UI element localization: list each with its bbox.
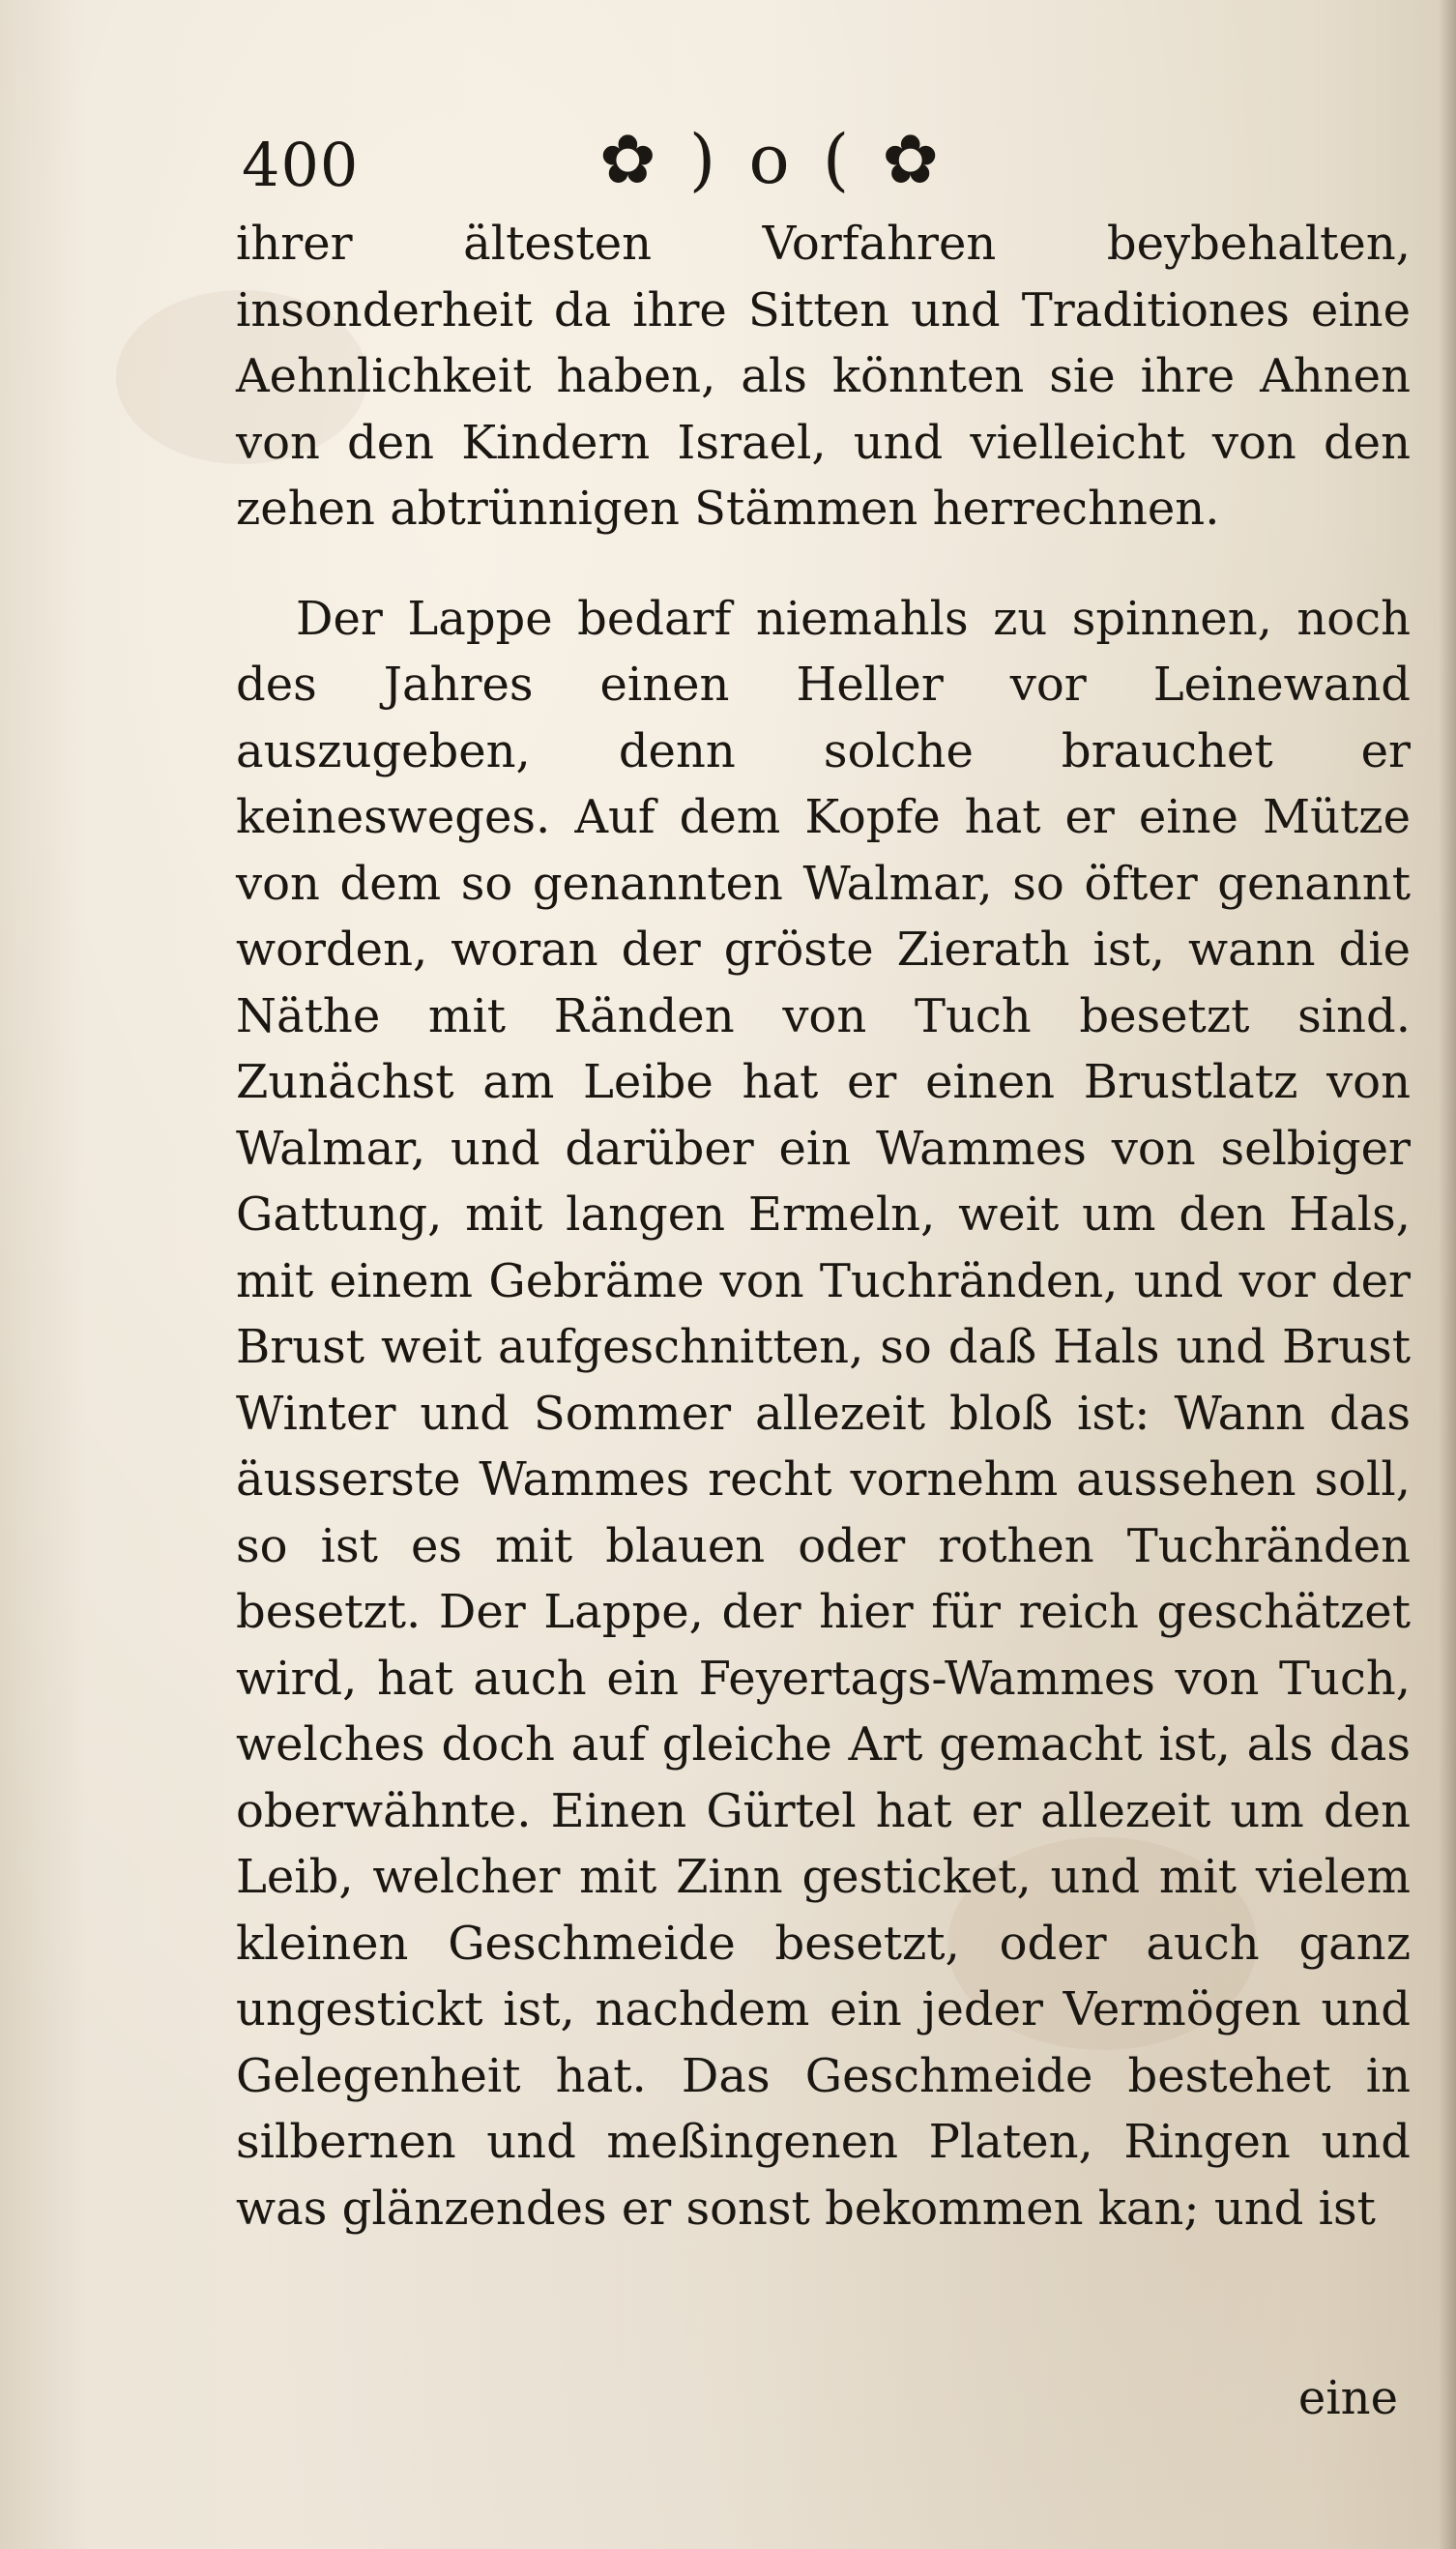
body-text bbox=[236, 211, 1411, 2241]
paragraph-2: Der Lappe bedarf niemahls zu spinnen, noch des Jahres einen Heller vor Leinewand auszugeben, denn solche brauchet er keinesweges. Auf dem Kopfe hat er eine Mütze von dem so genannten Walmar, so öfter genannt worden, woran der gröste Zierath ist, wann die Näthe mit Ränden von Tuch besetzt sind. Zunächst am Leibe hat er einen Brustlatz von Walmar, und darüber ein Wammes von selbiger Gattung, mit langen Ermeln, weit um den Hals, mit einem Gebräme von Tuchränden, und vor der Brust weit aufgeschnitten, so daß Hals und Brust Winter und Sommer allezeit bloß ist: Wann das äusserste Wammes recht vornehm aussehen soll, so ist es mit blauen oder rothen Tuchränden besetzt. Der Lappe, der hier für reich geschätzet wird, hat auch ein Feyertags-Wammes von Tuch, welches doch auf gleiche Art gemacht ist, als das oberwähnte. Einen Gürtel hat er allezeit um den Leib, welcher mit Zinn gesticket, und mit vielem kleinen Geschmeide besetzt, oder auch ganz ungestickt ist, nachdem ein jeder Vermögen und Gelegenheit hat. Das Geschmeide bestehet in silbernen und meßingenen Platen, Ringen und was glänzendes er sonst bekommen kan; und ist bbox=[236, 591, 1411, 2236]
header-ornament: ✿ ) o ( ✿ bbox=[599, 120, 946, 199]
page-number: 400 bbox=[242, 130, 360, 200]
paragraph-1: ihrer ältesten Vorfahren beybehalten, insonderheit da ihre Sitten und Traditiones eine Aehnlichkeit haben, als könnten sie ihre Ahnen von den Kindern Israel, und vielleicht von den zehen abtrünnigen Stämmen herrechnen. bbox=[236, 217, 1411, 536]
page-edge-shadow bbox=[1439, 0, 1456, 2549]
running-head bbox=[242, 114, 1228, 220]
catchword: eine bbox=[1297, 2371, 1398, 2425]
